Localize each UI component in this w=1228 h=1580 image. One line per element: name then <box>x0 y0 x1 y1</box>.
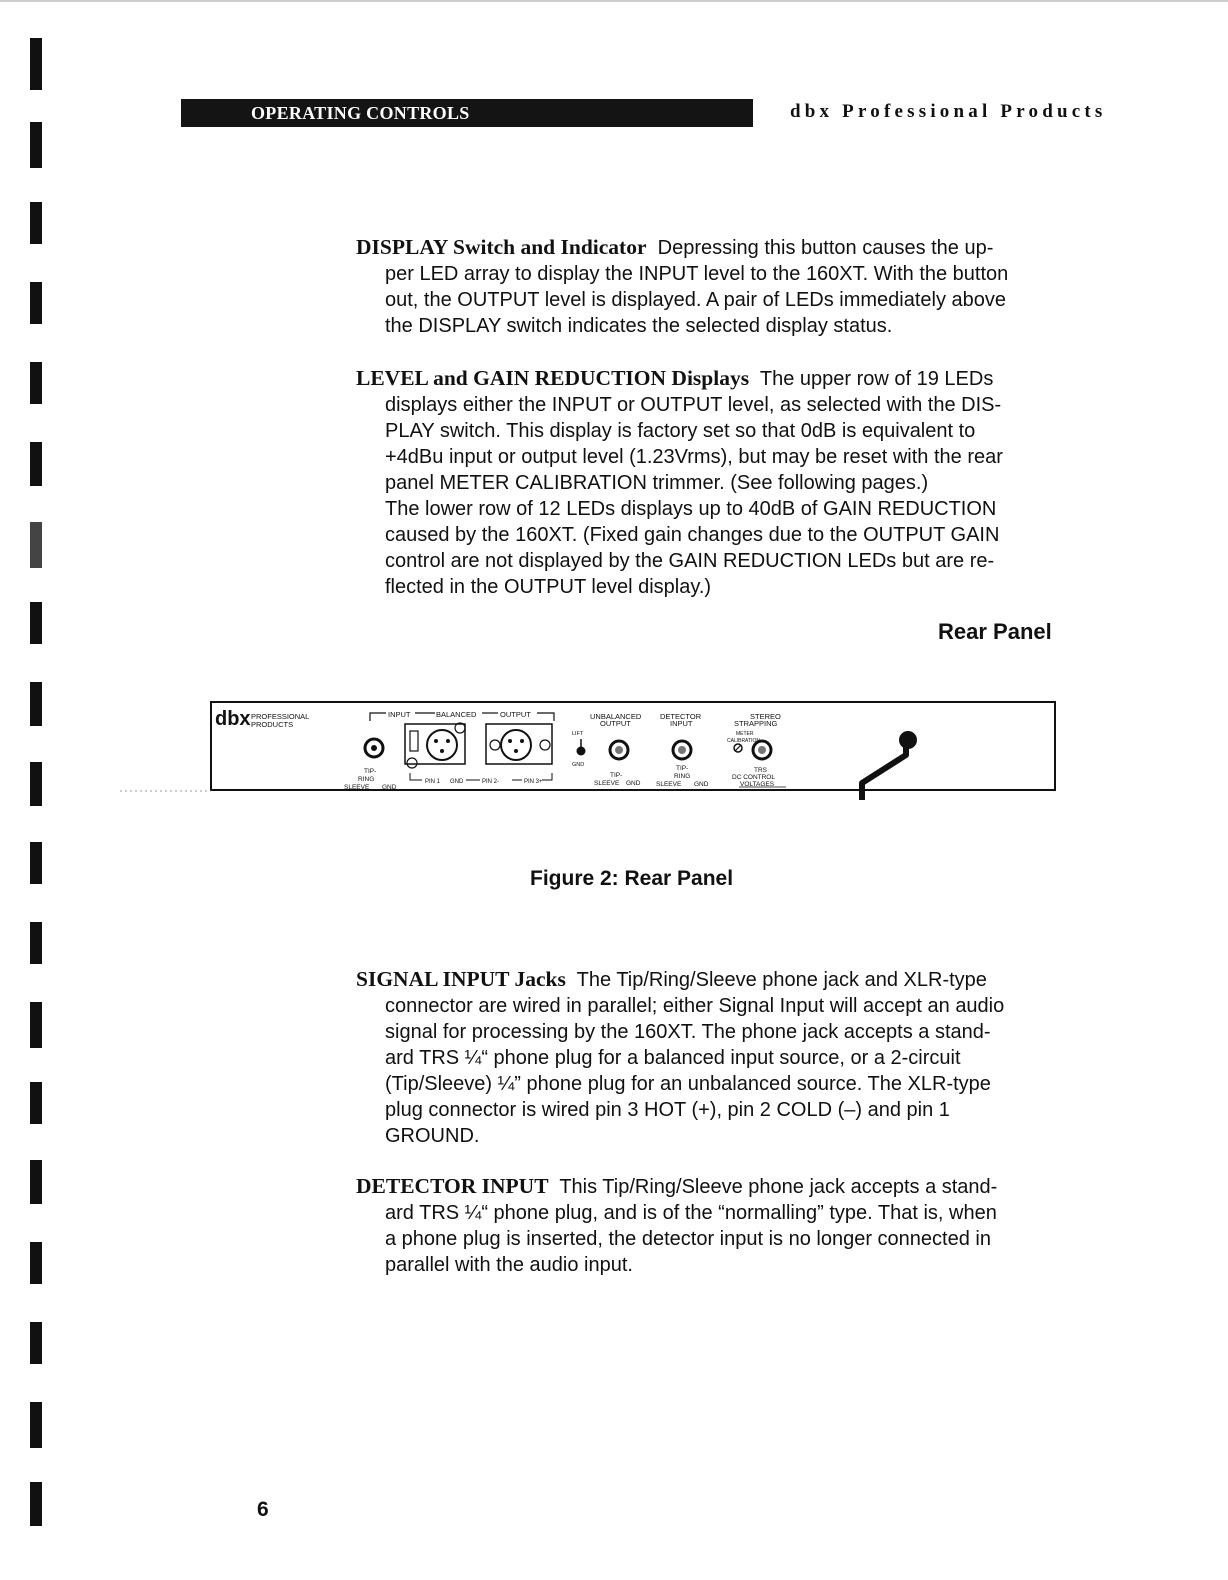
paragraph-line: The upper row of 19 LEDs <box>759 368 994 390</box>
paragraph-line: The Tip/Ring/Sleeve phone jack and XLR-type <box>576 969 987 991</box>
tip-label: TIP- <box>610 772 623 779</box>
calibration-label: CALIBRATION <box>727 738 760 744</box>
display-switch-section <box>356 234 1076 339</box>
power-cord-icon <box>862 743 906 800</box>
gnd-label: GND <box>694 781 709 788</box>
page-number: 6 <box>257 1498 269 1521</box>
detector-label: DETECTOR <box>660 712 702 721</box>
paragraph-line: flected in the OUTPUT level display.) <box>385 576 712 598</box>
paragraph-line: ard TRS ¼“ phone plug, and is of the “normalling” type. That is, when <box>385 1202 997 1224</box>
pin3-label: PIN 3+ <box>524 779 543 785</box>
section-header-bar <box>181 99 753 127</box>
pin1-label: PIN 1 <box>425 779 441 785</box>
sleeve-label: SLEEVE <box>344 784 370 791</box>
figure-caption: Figure 2: Rear Panel <box>530 867 734 890</box>
tip-label: TIP- <box>364 768 377 775</box>
level-displays-section <box>356 365 1076 600</box>
gnd-label: GND <box>450 779 464 785</box>
detector-input-section <box>356 1173 1076 1278</box>
paragraph-line: per LED array to display the INPUT level to the 160XT. With the button <box>385 263 1009 285</box>
paragraph-line: (Tip/Sleeve) ¼” phone plug for an unbalanced source. The XLR-type <box>385 1073 991 1095</box>
paragraph-line: plug connector is wired pin 3 HOT (+), pin 2 COLD (–) and pin 1 <box>385 1099 950 1121</box>
detector-input-term: DETECTOR INPUT <box>356 1174 549 1198</box>
paragraph-line: The lower row of 12 LEDs displays up to 40dB of GAIN REDUCTION <box>385 498 997 520</box>
tip-label: TIP- <box>676 765 689 772</box>
detector-input-label: INPUT <box>670 719 693 728</box>
rear-panel-heading: Rear Panel <box>938 619 1052 644</box>
signal-input-term: SIGNAL INPUT Jacks <box>356 967 566 991</box>
gnd-label: GND <box>382 784 397 791</box>
paragraph-line: the DISPLAY switch indicates the selected display status. <box>385 315 893 337</box>
paragraph-line: PLAY switch. This display is factory set so that 0dB is equivalent to <box>385 420 976 442</box>
unbalanced-output-label: OUTPUT <box>600 719 631 728</box>
paragraph-line: control are not displayed by the GAIN REDUCTION LEDs but are re- <box>385 550 995 572</box>
paragraph-line: a phone plug is inserted, the detector input is no longer connected in <box>385 1228 991 1250</box>
brand-label: PROFESSIONAL <box>251 712 310 721</box>
page-top-rule <box>0 0 1228 2</box>
rear-panel-figure <box>120 695 1070 805</box>
output-label: OUTPUT <box>500 710 531 719</box>
dbx-logo: dbx <box>215 708 251 730</box>
strapping-label: STRAPPING <box>734 719 778 728</box>
paragraph-line: connector are wired in parallel; either Signal Input will accept an audio <box>385 995 1005 1017</box>
voltages-label: VOLTAGES <box>740 781 775 788</box>
paragraph-line: +4dBu input or output level (1.23Vrms), but may be reset with the rear <box>385 446 1003 468</box>
sleeve-label: SLEEVE <box>594 780 620 787</box>
dc-control-label: DC CONTROL <box>732 774 775 781</box>
level-displays-term: LEVEL and GAIN REDUCTION Displays <box>356 366 750 390</box>
paragraph-line: panel METER CALIBRATION trimmer. (See following pages.) <box>385 472 929 494</box>
paragraph-line: displays either the INPUT or OUTPUT level, as selected with the DIS- <box>385 394 1002 416</box>
signal-input-section <box>356 966 1076 1149</box>
paragraph-line: parallel with the audio input. <box>385 1254 633 1276</box>
trs-label: TRS <box>754 767 767 774</box>
paragraph-line: Depressing this button causes the up- <box>657 237 994 259</box>
pin2-label: PIN 2- <box>482 779 500 785</box>
gnd-label: GND <box>572 762 585 768</box>
paragraph-line: This Tip/Ring/Sleeve phone jack accepts a stand- <box>559 1176 998 1198</box>
ring-label: RING <box>674 773 691 780</box>
input-label: INPUT <box>388 710 411 719</box>
rear-panel-drawing <box>120 695 1070 805</box>
ring-label: RING <box>358 776 375 783</box>
unbalanced-label: UNBALANCED <box>590 712 642 721</box>
stereo-label: STEREO <box>750 712 781 721</box>
display-switch-term: DISPLAY Switch and Indicator <box>356 235 647 259</box>
brand-header: dbx Professional Products <box>790 101 1107 122</box>
paragraph-line: GROUND. <box>385 1125 480 1147</box>
paragraph-line: ard TRS ¼“ phone plug for a balanced input source, or a 2-circuit <box>385 1047 961 1069</box>
gnd-label: GND <box>626 780 641 787</box>
ground-lift-switch-icon <box>577 747 586 756</box>
meter-label: METER <box>736 731 754 737</box>
paragraph-line: out, the OUTPUT level is displayed. A pair of LEDs immediately above <box>385 289 1007 311</box>
sleeve-label: SLEEVE <box>656 781 682 788</box>
brand-label: PRODUCTS <box>251 720 294 729</box>
binder-hole-marks <box>30 30 50 1560</box>
lift-label: LIFT <box>572 731 584 737</box>
balanced-label: BALANCED <box>436 710 477 719</box>
section-title: OPERATING CONTROLS <box>251 103 470 123</box>
paragraph-line: caused by the 160XT. (Fixed gain changes due to the OUTPUT GAIN <box>385 524 1000 546</box>
paragraph-line: signal for processing by the 160XT. The phone jack accepts a stand- <box>385 1021 991 1043</box>
